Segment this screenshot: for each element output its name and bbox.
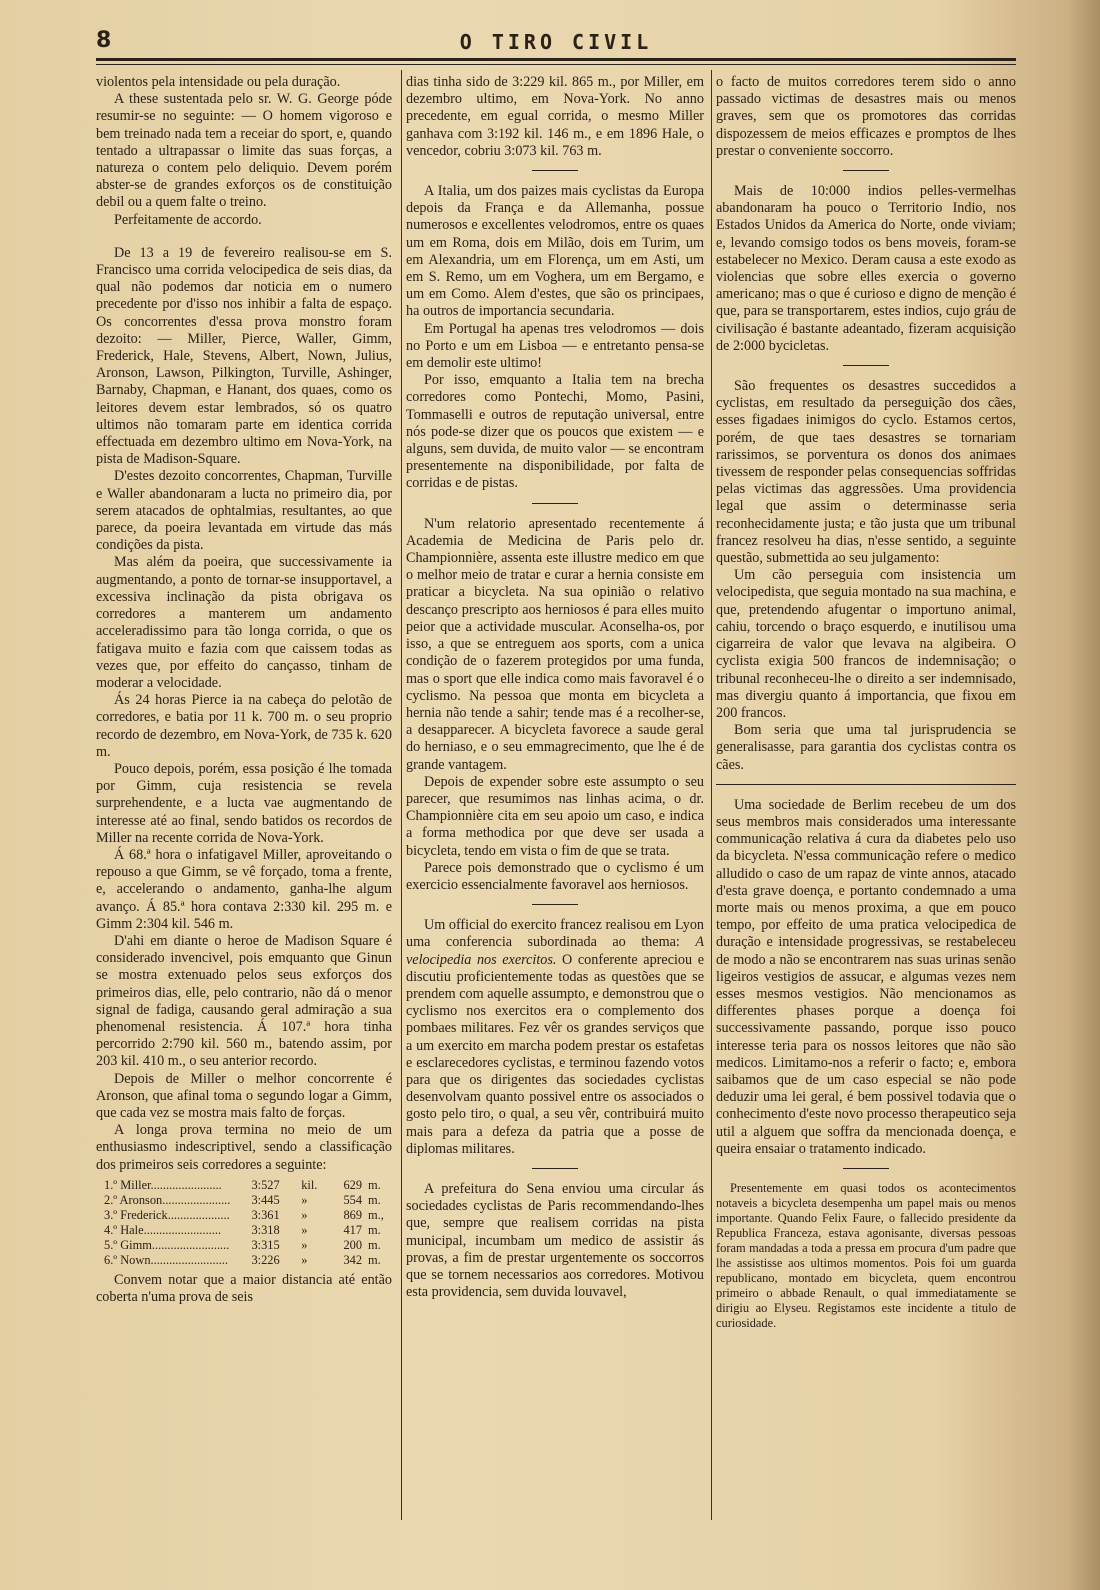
- paragraph: Por isso, emquanto a Italia tem na brecha corredores como Pontechi, Momo, Pasini, Tommaselli e outros de reputação universal, entre nós pode-se dizer que os poucos que existem — e alguns, sem duvida, de muito valor — se encontram presentemente na disponibilidade, por falta de corridas e de pistas.: [406, 372, 704, 492]
- paragraph: A prefeitura do Sena enviou uma circular ás sociedades cyclistas de Paris recommendando-lhes que, sempre que realisem corridas na pista municipal, incumbam um medico de assistir ás provas, a fim de prestar urgentemente os soccorros que se tornem necessarios aos corredores. Motivou esta providencia, sem duvida louvavel,: [406, 1180, 704, 1301]
- header-rule-thin: [96, 64, 1016, 65]
- paragraph: o facto de muitos corredores terem sido o anno passado victimas de desastres mais ou menos graves, sem que os promotores das corridas dispozessem de meios efficazes e promptos de lhes prestar o conveniente soccorro.: [716, 74, 1016, 159]
- section-separator: [843, 365, 889, 366]
- column-3: [716, 74, 1016, 1550]
- paragraph: Um cão perseguia com insistencia um velocipedista, que seguia montado na sua machina, e que, pretendendo afugentar o importuno animal, cahiu, torcendo o braço esquerdo, e inutilisou uma cigarreira de valor que levava na algibeira. O cyclista exigia 500 francos de indemnisação; o tribunal reconheceu-lhe o direito a ser indemnisado, mas divergiu quanto á importancia, que fixou em 200 francos.: [716, 567, 1016, 721]
- page-header: [96, 22, 1016, 56]
- small-print-note: [716, 1181, 1016, 1331]
- paragraph: Depois de Miller o melhor concorrente é Aronson, que afinal toma o segundo logar a Gimm, que cada vez se mostra mais falto de forças.: [96, 1070, 392, 1121]
- paragraph: De 13 a 19 de fevereiro realisou-se em S. Francisco uma corrida velocipedica de seis dias, da qual não podemos dar noticia em o numero precedente por d'isso nos inhibir a falta de espaço. Os concorrentes d'essa prova monstro foram dezoito: — Miller, Pierce, Waller, Gimm, Frederick, Hale, Stevens, Albert, Nown, Julius, Aronson, Lawson, Pilkington, Turville, Ashinger, Barnaby, Chapman, e Hanant, dos quaes, como os leitores devem estar lembrados, só os quatro ultimos não tomaram parte em identica corrida effectuada em dezembro ultimo em Nova-York, na pista de Madison-Square.: [96, 244, 392, 468]
- paragraph: Parece pois demonstrado que o cyclismo é um exercicio essencialmente favoravel aos herniosos.: [406, 859, 704, 893]
- results-row: 3.º Frederick.................... 3:361 » 869 m.,: [104, 1207, 384, 1222]
- paragraph: Uma sociedade de Berlim recebeu de um dos seus membros mais considerados uma interessante communicação relativa á cura da diabetes pelo uso da bicycleta. N'essa communicação refere o medico alludido o caso de um rapaz de vinte annos, atacado d'esta grave doença, e portanto condemnado a uma morte mais ou menos proxima, a que em pouco tempo, por effeito de uma pratica velocipedica de duração e intensidade progressivas, se restabeleceu de modo a não se encontrarem nas suas urinas senão ligeiros vestigios de assucar, e algumas vezes nem esses mesmos vestigios. Não mencionamos as differentes phases porque a doença foi successivamente passando, porque isso pouco interesse teria para os nossos leitores que não são medicos. Limitamo-nos a referir o facto; e, embora saibamos que de um caso especial se não pode deduzir uma lei geral, é bem possivel todavia que o conhecimento d'este novo processo therapeutico seja util a alguem que soffra da mencionada doença, e queira ensaiar o tratamento indicado.: [716, 796, 1016, 1157]
- column-divider: [401, 70, 402, 1520]
- paragraph: Ás 24 horas Pierce ia na cabeça do pelotão de corredores, e batia por 11 k. 700 m. o seu proprio recordo de dezembro, em Nova-York, de 735 k. 620 m.: [96, 692, 392, 760]
- paragraph: A Italia, um dos paizes mais cyclistas da Europa depois da França e da Allemanha, possue numerosos e excellentes velodromos, entre os quaes um em Roma, dois em Milão, dois em Turim, um em Alexandria, um em Florença, um em Asti, um em S. Remo, um em Voghera, um em Bergamo, e um em Como. Alem d'estes, que são os principaes, ha outros de importancia secundaria.: [406, 183, 704, 320]
- paragraph: Presentemente em quasi todos os acontecimentos notaveis a bicycleta desempenha um papel mais ou menos importante. Quando Felix Faure, o fallecido presidente da Republica Franceza, estava agonisante, diversas pessoas foram mandadas a toda a pressa em procura d'um padre que lhe assistisse aos ultimos momentos. Pois foi um guarda republicano, montado em bicycleta, quem encontrou primeiro o abbade Renault, o qual immediatamente se dirigiu ao Elyseu. Registamos este incidente a titulo de curiosidade.: [716, 1180, 1016, 1330]
- results-row: 5.º Gimm......................... 3:315 » 200 m.: [104, 1237, 381, 1252]
- paragraph: Bom seria que uma tal jurisprudencia se generalisasse, para garantia dos cyclistas contra os cães.: [716, 722, 1016, 773]
- column-divider: [711, 70, 712, 1520]
- paragraph: Pouco depois, porém, essa posição é lhe tomada por Gimm, cuja resistencia se revela surprehendente, e a lucta vae augmentando de interesse até ao final, sendo batidos os recordos de Miller na recente corrida de Nova-York.: [96, 760, 392, 846]
- results-table: [104, 1178, 392, 1268]
- results-row: 6.º Nown......................... 3:226 » 342 m.: [104, 1252, 381, 1267]
- paragraph: Mais de 10:000 indios pelles-vermelhas abandonaram ha pouco o Territorio Indio, nos Estados Unidos da America do Norte, onde viviam; e, levando comsigo todos os bens moveis, foram-se estabelecer no Mexico. Deram causa a este exodo as violencias que sobre elles exercia o governo americano; mas o que é curioso e digno de menção é que, para se transportarem, estes indios, cujo gráu de civilisação é bastante adeantado, fizeram acquisição de 2:000 bycicletas.: [716, 183, 1016, 354]
- paragraph: Mas além da poeira, que successivamente ia augmentando, a ponto de tornar-se insupportavel, a excessiva inclinação da pista obrigava os corredores a manterem um andamento acceleradissimo para tão longa corrida, o que os fatigava muito e fazia com que caissem todas as vezes que, por effeito do cançasso, tinham de moderar a velocidade.: [96, 554, 392, 691]
- section-separator: [532, 170, 578, 171]
- paragraph: Depois de expender sobre este assumpto o seu parecer, que resumimos nas linhas acima, o dr. Championnière cita em seu apoio um caso, e indica a forma methodica por que deve ser usada a bicycleta, tendo em vista o fim de que se trata.: [406, 773, 704, 859]
- page-number: 8: [96, 28, 112, 53]
- section-separator: [532, 503, 578, 504]
- section-separator: [532, 904, 578, 905]
- paragraph: Um official do exercito francez realisou em Lyon uma conferencia subordinada ao thema: A velocipedia nos exercitos. O conferente apreciou e discutiu proficientemente todas as questões que se prendem com aquelle assumpto, e demonstrou que o cyclismo nos exercitos era o complemento dos pombaes militares. Fez vêr os grandes serviços que a um exercito em marcha podem prestar os estafetas e esclarecedores cyclistas, e terminou fazendo votos para que os dirigentes das sociedades cyclistas desenvolvam quanto possivel entre os associados o gosto pelo tiro, o qual, a seu vêr, contribuirá muito mais para a defeza da patria que a posse de diplomas militares.: [406, 917, 704, 1157]
- paragraph: Á 68.ª hora o infatigavel Miller, aproveitando o repouso a que Gimm, se vê forçado, toma a frente, e, accelerando o andamento, ganha-lhe algum avanço. Á 85.ª hora contava 2:330 kil. 295 m. e Gimm 2:304 kil. 546 m.: [96, 846, 392, 932]
- paragraph: dias tinha sido de 3:229 kil. 865 m., por Miller, em dezembro ultimo, em Nova-York. No anno precedente, em egual corrida, o mesmo Miller ganhava com 3:192 kil. 146 m., e em 1896 Hale, o vencedor, cobriu 3:073 kil. 763 m.: [406, 74, 704, 159]
- paragraph: N'um relatorio apresentado recentemente á Academia de Medicina de Paris pelo dr. Championnière, assenta este illustre medico em que o melhor meio de tratar e curar a hernia consiste em praticar a bicycleta. Na sua opinião o relativo descanço prescripto aos herniosos é para elles muito peior que a actividade muscular. Aconselha-os, por isso, a que se entreguem aos sports, com a unica condição de o fazerem protegidos por uma funda, mas o sport que elle indica como mais favoravel é o cyclismo. Na pessoa que monta em bicycleta a hernia não tende a sahir; tende mas é a recolher-se, a desapparecer. A bicycleta favorece a saude geral do herniaso, e o seu emmagrecimento, que lhe é de grande vantagem.: [406, 515, 704, 773]
- paragraph: A these sustentada pelo sr. W. G. George póde resumir-se no seguinte: — O homem vigoroso e bem treinado nada tem a receiar do sport, e, quando tentado a ultrapassar o limite das suas forças, a natureza o contem pelo deliquio. Devem porém abster-se de grandes exforços os de constituição debil ou a quem falte o treino.: [96, 91, 392, 211]
- paragraph: A longa prova termina no meio de um enthusiasmo indescriptivel, sendo a classificação dos primeiros seis corredores a seguinte:: [96, 1122, 392, 1173]
- paragraph: São frequentes os desastres succedidos a cyclistas, em resultado da perseguição dos cães, esses figadaes inimigos do cyclo. Estamos certos, porém, de que taes desastres se tornariam rarissimos, se porventura os donos dos animaes tivessem de responder pelas consequencias soffridas pelas victimas das aggressões. Uma providencia legal que assim o determinasse seria reconhecidamente justa; e tão justa que um tribunal francez resolveu ha dias, n'esse sentido, a seguinte questão, submettida ao seu julgamento:: [716, 378, 1016, 567]
- paragraph: D'ahi em diante o heroe de Madison Square é considerado invencivel, pois emquanto que Ginun se mostra extenuado pelos seus exforços dos primeiros dias, elle, pelo contrario, não dá o menor signal de fadiga, causando geral admiração a sua phenomenal resistencia. Á 107.ª hora tinha percorrido 2:790 kil. 560 m., batendo assim, por 203 kil. 410 m., o seu anterior recordo.: [96, 932, 392, 1070]
- italic-title: A velocipedia nos exercitos.: [406, 934, 704, 968]
- section-separator: [843, 170, 889, 171]
- section-separator: [716, 784, 1016, 785]
- results-row: 1.º Miller....................... 3:527 kil. 629 m.: [104, 1177, 381, 1192]
- header-rule: [96, 58, 1016, 61]
- paragraph: Em Portugal ha apenas tres velodromos — dois no Porto e um em Lisboa — e entretanto pensa-se em demolir este ultimo!: [406, 320, 704, 372]
- paragraph: Convem notar que a maior distancia até então coberta n'uma prova de seis: [96, 1271, 392, 1305]
- newspaper-title: O TIRO CIVIL: [459, 30, 653, 54]
- paragraph: violentos pela intensidade ou pela duração.: [96, 74, 341, 90]
- section-separator: [532, 1168, 578, 1169]
- column-2: [406, 74, 704, 1550]
- results-row: 2.º Aronson...................... 3:445 » 554 m.: [104, 1192, 381, 1207]
- paragraph: Perfeitamente de accordo.: [114, 211, 262, 228]
- results-row: 4.º Hale......................... 3:318 » 417 m.: [104, 1222, 381, 1237]
- paragraph: D'estes dezoito concorrentes, Chapman, Turville e Waller abandonaram a lucta no primeiro dia, por serem atacados de ophtalmias, resultantes, ao que parece, da poeira levantada em virtude das más condições da pista.: [96, 468, 392, 554]
- section-separator: [843, 1168, 889, 1169]
- column-1: [96, 74, 392, 1550]
